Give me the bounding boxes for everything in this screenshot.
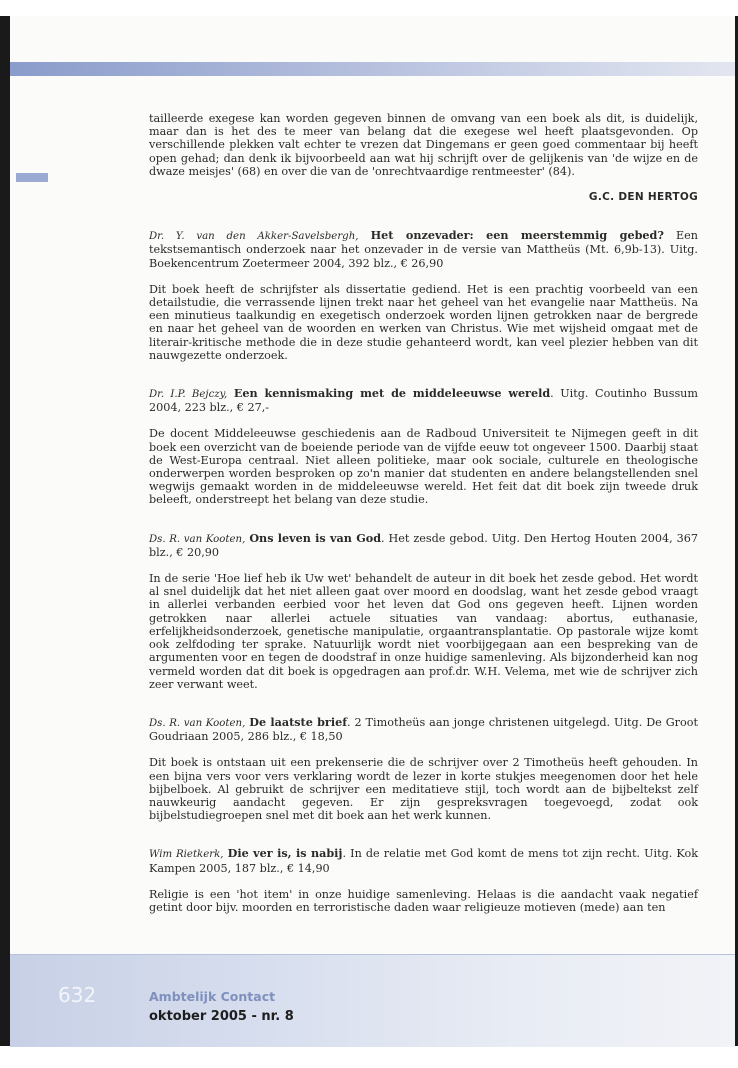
intro-paragraph: tailleerde exegese kan worden gegeven binnen de omvang van een boek als dit, is duidelijk, maar dan is het des te meer van belang dat die exegese wel heeft plaatsgevonden. Op verschillende plekken valt echter te vrezen dat Dingemans er geen goed commentaar bij heeft open gehad; dan denk ik bijvoorbeeld aan wat hij schrijft over de gelijkenis van 'de wijze en de dwaze meisjes' (68) en over die van de 'onrechtvaardige rentmeester' (84). — [149, 112, 698, 178]
book-review — [149, 229, 698, 362]
scan-border-top — [0, 0, 738, 16]
review-body: Religie is een 'hot item' in onze huidige samenleving. Helaas is die aandacht vaak negatief getint door bijv. moorden en terroristische daden waar religieuze motieven (mede) aan ten — [149, 887, 698, 914]
reviewer-signature: G.C. DEN HERTOG — [588, 191, 698, 204]
review-heading — [149, 847, 698, 874]
review-body: In de serie 'Hoe lief heb ik Uw wet' behandelt de auteur in dit boek het zesde gebod. Het wordt al snel duidelijk dat het niet alleen gaat over moord en doodslag, want het zesde gebod vraagt in allerlei verbanden eerbied voor het leven dat God ons gegeven heeft. Lijnen worden getrokken naar allerlei actuele situaties van vandaag: abortus, euthanasie, erfelijkheidsonderzoek, genetische manipulatie, orgaantransplantatie. Op pastorale wijze komt ook zelfdoding ter sprake. Natuurlijk wordt niet voorbijgegaan aan een bespreking van de argumenten voor en tegen de doodstraf in onze huidige samenleving. Als bijzonderheid kan nog vermeld worden dat dit boek is opgedragen aan prof.dr. W.H. Velema, met wie de schrijver zich zeer verwant weet. — [149, 572, 698, 691]
review-body: Dit boek is ontstaan uit een prekenserie die de schrijver over 2 Timotheüs heeft gehouden. In een bijna vers voor vers verklaring wordt de lezer in korte stukjes meegenomen door het hele bijbelboek. Al gebruikt de schrijver een meditatieve stijl, toch wordt aan de bijbeltekst zelf nauwkeurig aandacht gegeven. Er zijn gespreksvragen toegevoegd, zodat ook bijbelstudiegroepen snel met dit boek aan het werk kunnen. — [149, 756, 698, 823]
scan-border-bottom — [0, 1046, 738, 1068]
issue-label: oktober 2005 - nr. 8 — [149, 1009, 294, 1024]
margin-marker — [16, 173, 48, 182]
review-details: . In de relatie met God komt de mens tot zijn recht. Uitg. Kok Kampen 2005, 187 blz., € 14,90 — [149, 847, 698, 875]
page-number: 632 — [58, 983, 97, 1007]
review-title: Het onzevader: een meerstemmig gebed? — [370, 228, 664, 243]
footer-band — [10, 954, 735, 1047]
review-details: Een tekstsemantisch onderzoek naar het onzevader in de versie van Mattheüs (Mt. 6,9b-13). Uitg. Boekencentrum Zoetermeer 2004, 392 blz., € 26,90 — [149, 229, 698, 270]
review-author: Dr. Y. van den Akker-Savelsbergh, — [149, 231, 359, 243]
book-review — [149, 847, 698, 914]
review-author: Wim Rietkerk, — [149, 849, 224, 861]
review-title: Een kennismaking met de middeleeuwse wereld — [233, 386, 551, 401]
review-details: . 2 Timotheüs aan jonge christenen uitgelegd. Uitg. De Groot Goudriaan 2005, 286 blz., € 18,50 — [149, 715, 698, 744]
review-author: Dr. I.P. Bejczy, — [149, 389, 228, 401]
review-title: De laatste brief — [249, 714, 348, 729]
review-body: Dit boek heeft de schrijfster als dissertatie gediend. Het is een prachtig voorbeeld van een detailstudie, die verrassende lijnen trekt naar het geheel van het evangelie naar Mattheüs. Na een minutieus taalkundig en exegetisch onderzoek worden lijnen getrokken naar de bergrede en naar het geheel van de woorden en werken van Christus. Wie met wijsheid omgaat met de literair-kritische methode die in deze studie gehanteerd wordt, kan veel plezier hebben van dit nauwgezette onderzoek. — [149, 282, 698, 362]
review-heading — [149, 532, 698, 559]
header-accent-band — [10, 62, 735, 76]
book-review — [149, 716, 698, 822]
book-review — [149, 387, 698, 507]
review-author: Ds. R. van Kooten, — [149, 533, 246, 545]
scan-border-left — [0, 16, 10, 1046]
review-heading — [149, 229, 698, 270]
review-body: De docent Middeleeuwse geschiedenis aan de Radboud Universiteit te Nijmegen geeft in dit boek een overzicht van de boeiende periode van de vijfde eeuw tot ongeveer 1500. Daarbij staat de West-Europa centraal. Niet alleen politieke, maar ook sociale, culturele en theologische onderwerpen worden besproken op zo'n manier dat studenten en andere belangstellenden snel wegwijs gemaakt worden in de middeleeuwse wereld. Het feit dat dit boek zijn tweede druk beleeft, onderstreept het belang van deze studie. — [149, 427, 698, 507]
review-details: . Het zesde gebod. Uitg. Den Hertog Houten 2004, 367 blz., € 20,90 — [149, 531, 698, 559]
book-review — [149, 532, 698, 691]
publication-name: Ambtelijk Contact — [149, 989, 276, 1004]
review-heading — [149, 387, 698, 414]
review-author: Ds. R. van Kooten, — [149, 717, 246, 729]
review-details: . Uitg. Coutinho Bussum 2004, 223 blz., € 27,- — [149, 387, 698, 415]
review-title: Die ver is, is nabij — [227, 846, 343, 861]
page — [10, 16, 735, 1046]
review-title: Ons leven is van God — [249, 530, 382, 545]
article-body — [149, 112, 698, 914]
review-heading — [149, 716, 698, 743]
